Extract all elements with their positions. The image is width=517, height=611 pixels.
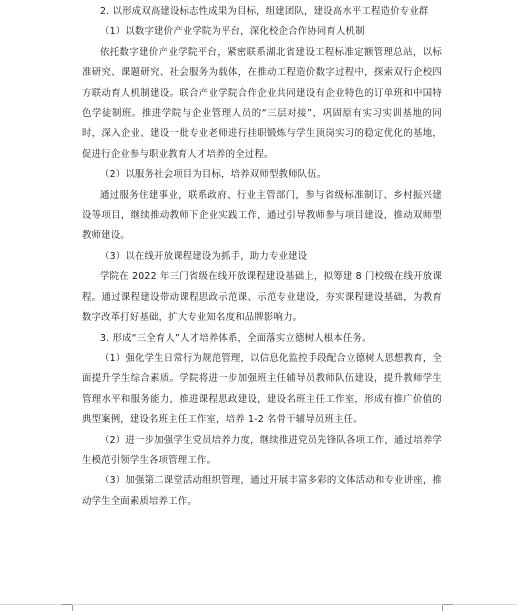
section-heading-3: 3. 形成“三全育人”人才培养体系，全面落实立德树人根本任务。: [100, 332, 372, 344]
body-paragraph: （1）强化学生日常行为规范管理，以信息化监控手段配合立德树人思想教育，全面提升学生综合素质。学院将进一步加强班主任辅导员教师队伍建设，提升教师学生管理水平和服务能力，推进课程思政建设，建设名班主任工作室，形成有推广价值的典型案例，建设名班主任工作室，培养 1-2 名骨干辅导员班主任。: [82, 352, 442, 426]
section-heading-2: 2. 以形成双高建设标志性成果为目标，组建团队，建设高水平工程造价专业群: [100, 6, 429, 17]
left-margin-marker: [62, 604, 72, 605]
body-paragraph: 学院在 2022 年三门省级在线开放课程建设基础上，拟筹建 8 门校级在线开放课程。通过课程建设带动课程思政示范课、示范专业建设，夯实课程建设基础，为教育数字改革打好基础，扩大专业知名度和品牌影响力。: [82, 271, 442, 324]
subheading-2: （2）以服务社会项目为目标，培养双师型教师队伍。: [100, 169, 327, 181]
body-paragraph: （2）进一步加强学生党员培养力度，继续推进党员先锋队各项工作，通过培养学生模范引领学生各项管理工作。: [82, 434, 442, 466]
document-body: [82, 0, 442, 512]
body-paragraph: （3）加强第二课堂活动组织管理，通过开展丰富多彩的文体活动和专业讲座，推动学生全面素质培养工作。: [82, 475, 442, 507]
right-margin-tick: [442, 605, 443, 611]
left-margin-tick: [72, 605, 73, 611]
right-margin-marker: [443, 604, 453, 605]
body-paragraph: 通过服务住建事业，联系政府、行业主管部门，参与省级标准制订、乡村振兴建设等项目，继续推动教师下企业实践工作，通过引导教师参与项目建设，推动双师型教师建设。: [82, 189, 442, 242]
subheading-3: （3）以在线开放课程建设为抓手，助力专业建设: [100, 250, 308, 262]
body-paragraph: 依托数字建价产业学院平台，紧密联系湖北省建设工程标准定额管理总站，以标准研究、课题研究、社会服务为载体，在推动工程造价数字过程中，探索双行企校四方联动育人机制建设。联合产业学院合作企业共同建设有企业特色的订单班和中国特色学徒制班。推进学院与企业管理人员的“三层对接”，巩固原有实习实训基地的同时，深入企业、建设一批专业老师进行挂职锻炼与学生顶岗实习的稳定优化的基地，促进行企业参与职业教育人才培养的全过程。: [82, 46, 442, 160]
subheading-1: （1）以数字建价产业学院为平台，深化校企合作协同育人机制: [100, 26, 365, 38]
page-bottom-border: [0, 604, 517, 605]
